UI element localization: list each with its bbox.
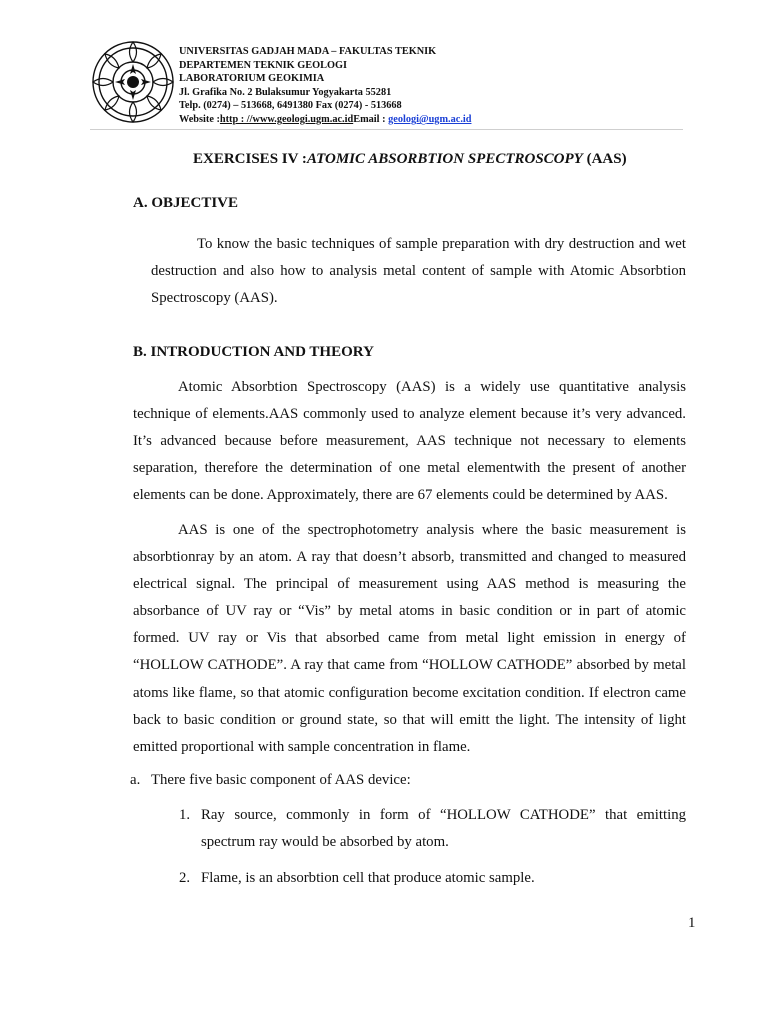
letterhead	[179, 45, 471, 127]
title-italic: ATOMIC ABSORBTION SPECTROSCOPY	[306, 151, 583, 167]
website-label: Website :	[179, 113, 220, 125]
section-b-heading: B. INTRODUCTION AND THEORY	[133, 344, 374, 360]
list-item-1-text: Ray source, commonly in form of “HOLLOW CATHODE” that emitting spectrum ray would be absorbed by atom.	[201, 807, 686, 851]
list-item-2-marker: 2.	[179, 870, 191, 886]
title-suffix: (AAS)	[582, 151, 627, 167]
title-prefix: EXERCISES IV :	[193, 151, 307, 167]
letterhead-laboratory: LABORATORIUM GEOKIMIA	[179, 73, 325, 85]
letterhead-contact	[179, 113, 471, 127]
header-divider	[90, 129, 683, 130]
section-a-heading: A. OBJECTIVE	[133, 195, 239, 211]
letterhead-university: UNIVERSITAS GADJAH MADA – FAKULTAS TEKNIK	[179, 46, 437, 57]
letterhead-address: Jl. Grafika No. 2 Bulaksumur Yogyakarta 55281	[179, 86, 392, 98]
page-number: 1	[688, 915, 696, 931]
intro-paragraph-2: AAS is one of the spectrophotometry analysis where the basic measurement is absorbtionray by an atom. A ray that doesn’t absorb, transmitted and changed to measured electrical signal. The principal of measurement using AAS method is measuring the absorbance of UV ray or “Vis” by metal atoms in basic condition or in part of atomic formed. UV ray or Vis that absorbed came from metal light emission in energy of “HOLLOW CATHODE”. A ray that came from “HOLLOW CATHODE” absorbed by metal atoms like flame, so that atomic configuration become excitation condition. If electron came back to basic condition or ground state, so that will emitt the light. The intensity of light emitted proportional with sample concentration in flame.	[133, 522, 686, 755]
website-link[interactable]: http : //www.geologi.ugm.ac.id	[219, 113, 354, 125]
email-link[interactable]: geologi@ugm.ac.id	[388, 113, 472, 125]
objective-paragraph: To know the basic techniques of sample preparation with dry destruction and wet destruction and also how to analysis metal content of sample with Atomic Absorbtion Spectroscopy (AAS).	[151, 236, 686, 307]
university-seal-logo	[90, 38, 176, 126]
letterhead-phone: Telp. (0274) – 513668, 6491380 Fax (0274) - 513668	[179, 100, 402, 112]
list-item-1-marker: 1.	[179, 807, 191, 823]
document-title	[193, 151, 627, 168]
letterhead-department: DEPARTEMEN TEKNIK GEOLOGI	[179, 59, 348, 71]
list-item-2-text: Flame, is an absorbtion cell that produce atomic sample.	[201, 870, 535, 886]
list-a-text: There five basic component of AAS device:	[151, 772, 411, 788]
list-a-marker: a.	[130, 772, 141, 788]
email-label: Email :	[353, 113, 389, 125]
intro-paragraph-1: Atomic Absorbtion Spectroscopy (AAS) is a widely use quantitative analysis technique of elements.AAS commonly used to analyze element because it’s very advanced. It’s advanced because before measurement, AAS technique not necessary to elements separation, therefore the determination of one metal elementwith the present of another elements can be done. Approximately, there are 67 elements could be determined by AAS.	[133, 379, 686, 504]
